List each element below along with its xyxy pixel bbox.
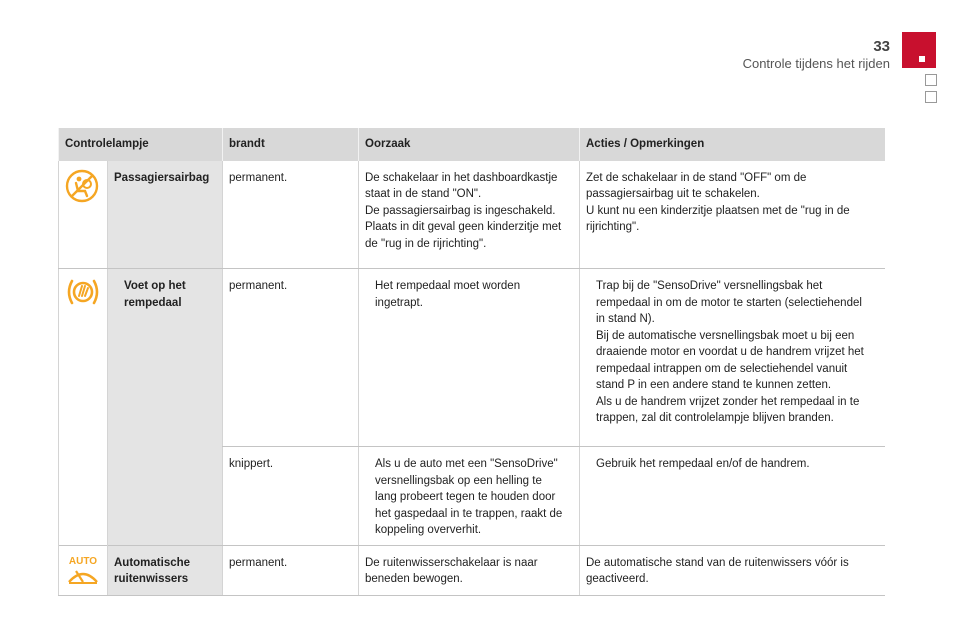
lamp-state: permanent. [223,269,359,447]
column-header: brandt [223,128,359,161]
auto-wipers-icon [65,554,101,586]
warning-lamps-table [58,128,885,596]
column-header: Controlelampje [59,128,223,161]
column-header: Oorzaak [359,128,580,161]
table-row [59,545,886,595]
lamp-name: Passagiersairbag [108,161,223,269]
chapter-box-icon [925,91,937,103]
lamp-cause: De ruitenwisserschakelaar is naar beneden bewogen. [359,545,580,595]
lamp-action: Zet de schakelaar in de stand "OFF" om de passagiersairbag uit te schakelen. U kunt nu een kinderzitje plaatsen met de "rug in de rijrichting". [580,161,886,269]
lamp-name: Automatische ruitenwissers [108,545,223,595]
lamp-cause: Het rempedaal moet worden ingetrapt. [359,269,580,447]
table-row [59,161,886,269]
lamp-cause: De schakelaar in het dashboardkastje staat in de stand "ON". De passagiersairbag is ingeschakeld. Plaats in dit geval geen kinderzitje met de "rug in de rijrichting". [359,161,580,269]
lamp-state: permanent. [223,161,359,269]
table-row [59,269,886,447]
brake-pedal-icon [65,277,101,307]
lamp-action: De automatische stand van de ruitenwissers vóór is geactiveerd. [580,545,886,595]
lamp-state: knippert. [223,447,359,546]
chapter-box-icon [925,74,937,86]
section-title: Controle tijdens het rijden [742,56,890,71]
lamp-cause: Als u de auto met een "SensoDrive" versnellingsbak op een helling te lang probeert tegen te houden door het gaspedaal in te trappen, raakt de koppeling oververhit. [359,447,580,546]
lamp-action: Trap bij de "SensoDrive" versnellingsbak het rempedaal in om de motor te starten (selectiehendel in stand N). Bij de automatische versnellingsbak moet u bij een draaiende motor en voordat u de handrem vrijzet het rempedaal intrappen om de selectiehendel vanuit stand P in een andere stand te kunnen zetten. Als u de handrem vrijzet zonder het rempedaal in te trappen, zal dit controlelampje blijven branden. [580,269,886,447]
lamp-name: Voet op het rempedaal [108,269,223,546]
chapter-tab [902,32,936,68]
passenger-airbag-off-icon [65,169,101,203]
lamp-state: permanent. [223,545,359,595]
chapter-marker-icon [919,56,925,62]
lamp-action: Gebruik het rempedaal en/of de handrem. [580,447,886,546]
auto-wipers-label: AUTO [68,555,98,567]
page-number: 33 [873,38,890,55]
table-header-row [59,128,886,161]
column-header: Acties / Opmerkingen [580,128,886,161]
